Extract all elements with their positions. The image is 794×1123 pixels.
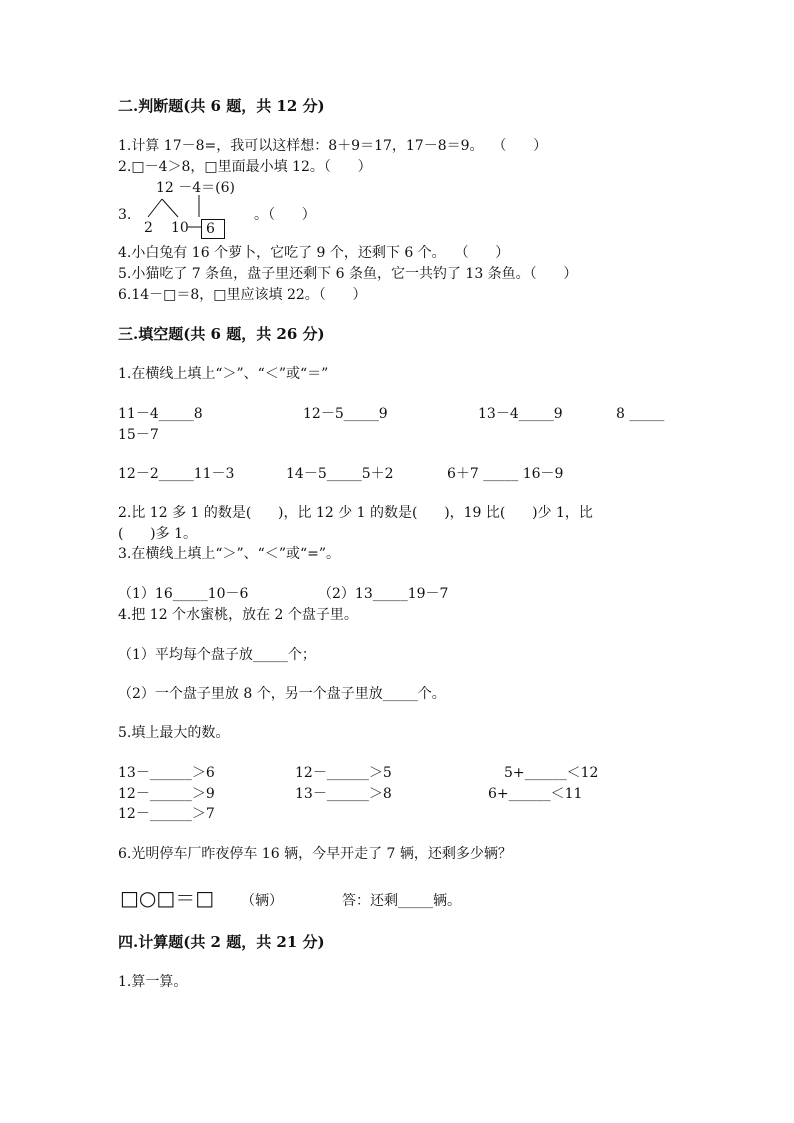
judge-question-4: 4.小白兔有 16 个萝卜，它吃了 9 个，还剩下 6 个。 （ ）	[118, 245, 510, 261]
max-number-item: 13－______＞8	[295, 786, 392, 802]
fill-question-3-title: 3.在横线上填上“＞”、“＜”或“=”。	[118, 546, 341, 562]
compare-item: 14－5_____5＋2	[286, 466, 394, 482]
split-answer-box-value: 6	[206, 221, 215, 237]
fill-question-1-title: 1.在横线上填上“＞”、“＜”或“＝”	[118, 366, 329, 382]
split-left-number: 2	[144, 220, 153, 236]
compare-item: （1）16_____10－6	[118, 586, 249, 602]
judge-question-2: 2.□－4＞8，□里面最小填 12。（ ）	[118, 159, 372, 175]
compare-item: 12－2_____11－3	[118, 466, 235, 482]
compare-item: 8 _____	[616, 406, 665, 422]
compare-item: 12－5_____9	[303, 406, 388, 422]
split-top-equation: 12 －4＝(6)	[156, 180, 236, 196]
compare-item: （2）13_____19－7	[318, 586, 449, 602]
calc-question-1: 1.算一算。	[118, 974, 188, 990]
compare-item: 11－4_____8	[118, 406, 203, 422]
section-4-heading: 四.计算题(共 2 题，共 21 分)	[118, 933, 325, 951]
max-number-item: 12－______＞5	[295, 765, 392, 781]
fill-question-6-title: 6.光明停车厂昨夜停车 16 辆，今早开走了 7 辆，还剩多少辆？	[118, 846, 512, 862]
fill-question-4-part-2: （2）一个盘子里放 8 个，另一个盘子里放_____个。	[118, 686, 446, 702]
fill-question-4-title: 4.把 12 个水蜜桃，放在 2 个盘子里。	[118, 607, 358, 623]
fill-question-2-line-1: 2.比 12 多 1 的数是( )，比 12 少 1 的数是( )，19 比( )少 1，比	[118, 505, 593, 521]
judge-question-3-number: 3.	[118, 207, 132, 223]
equation-unit: （辆）	[241, 893, 283, 909]
section-2-heading: 二.判断题(共 6 题，共 12 分)	[118, 97, 325, 115]
compare-item: 6＋7 _____ 16－9	[447, 466, 564, 482]
split-middle-number: 10	[171, 220, 189, 236]
judge-question-3-suffix: 。（ ）	[254, 207, 316, 223]
compare-item-wrap: 15－7	[118, 427, 159, 443]
equation-blank-boxes: □○□＝□	[120, 886, 215, 910]
section-3-heading: 三.填空题(共 6 题，共 26 分)	[118, 325, 325, 343]
split-answer-box	[201, 219, 225, 239]
fill-question-4-part-1: （1）平均每个盘子放_____个；	[118, 647, 316, 663]
max-number-item: 12－______＞7	[118, 806, 215, 822]
max-number-item: 6+______＜11	[488, 786, 583, 802]
answer-line: 答：还剩_____辆。	[342, 893, 461, 909]
compare-item: 13－4_____9	[478, 406, 563, 422]
judge-question-1: 1.计算 17－8=，我可以这样想：8＋9＝17，17－8＝9。 （ ）	[118, 138, 548, 154]
fill-question-2-line-2: ( )多 1。	[118, 526, 197, 542]
fill-question-5-title: 5.填上最大的数。	[118, 725, 230, 741]
max-number-item: 13－______＞6	[118, 765, 215, 781]
max-number-item: 12－______＞9	[118, 786, 215, 802]
judge-question-6: 6.14－□＝8，□里应该填 22。（ ）	[118, 287, 367, 303]
max-number-item: 5+______＜12	[504, 765, 599, 781]
judge-question-5: 5.小猫吃了 7 条鱼，盘子里还剩下 6 条鱼，它一共钓了 13 条鱼。（ ）	[118, 266, 578, 282]
split-connector-line	[188, 224, 202, 230]
